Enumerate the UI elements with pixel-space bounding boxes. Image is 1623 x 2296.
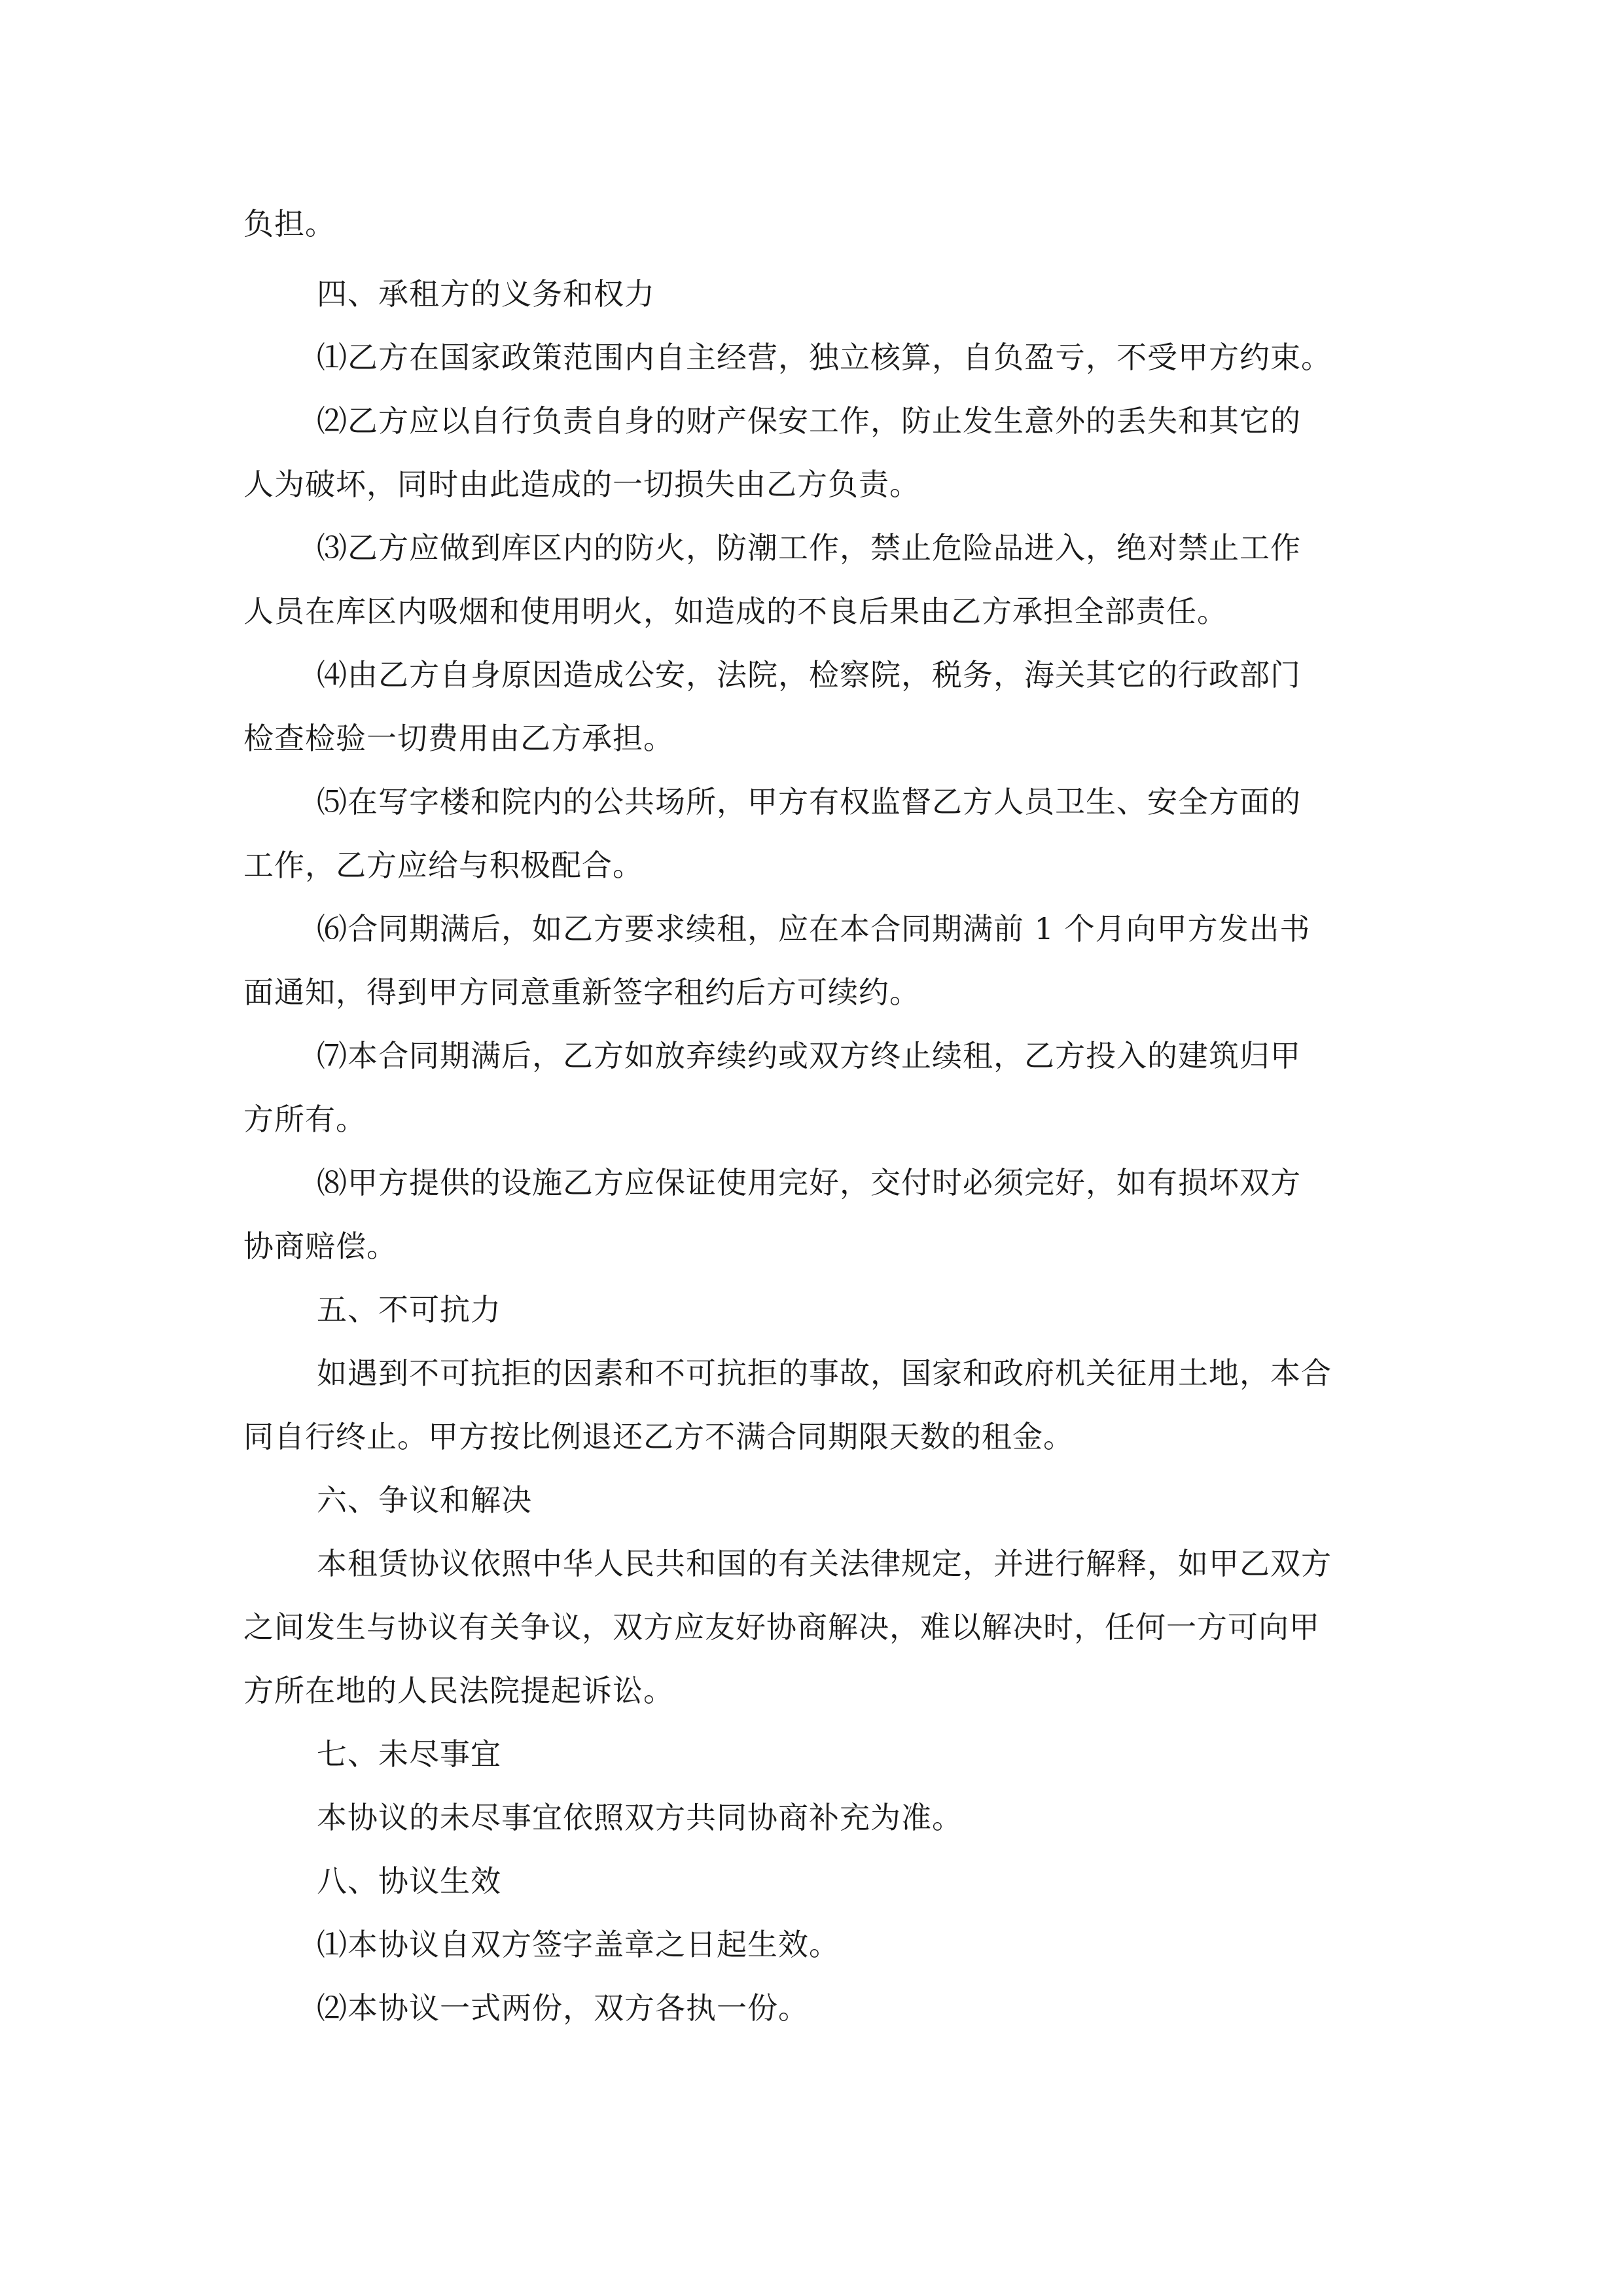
clause-4: ⑷由乙方自身原因造成公安，法院，检察院，税务，海关其它的行政部门 bbox=[317, 657, 1301, 692]
text-line: 人员在库区内吸烟和使用明火，如造成的不良后果由乙方承担全部责任。 bbox=[243, 594, 1228, 629]
clause-5: ⑸在写字楼和院内的公共场所，甲方有权监督乙方人员卫生、安全方面的 bbox=[317, 784, 1301, 819]
paragraph-force-majeure: 如遇到不可抗拒的因素和不可抗拒的事故，国家和政府机关征用土地，本合 bbox=[317, 1355, 1332, 1391]
clause-7: ⑺本合同期满后，乙方如放弃续约或双方终止续租，乙方投入的建筑归甲 bbox=[317, 1038, 1301, 1073]
text-line: 面通知，得到甲方同意重新签字租约后方可续约。 bbox=[243, 975, 920, 1010]
clause-effective-2: ⑵本协议一式两份，双方各执一份。 bbox=[317, 1990, 809, 2026]
clause-3: ⑶乙方应做到库区内的防火，防潮工作，禁止危险品进入，绝对禁止工作 bbox=[317, 530, 1301, 565]
paragraph-other-matters: 本协议的未尽事宜依照双方共同协商补充为准。 bbox=[317, 1800, 963, 1835]
text-line: 方所在地的人民法院提起诉讼。 bbox=[243, 1673, 674, 1708]
text-line: 负担。 bbox=[243, 206, 336, 242]
text-line: 方所有。 bbox=[243, 1102, 366, 1137]
paragraph-dispute: 本租赁协议依照中华人民共和国的有关法律规定，并进行解释，如甲乙双方 bbox=[317, 1546, 1332, 1581]
text-line: 之间发生与协议有关争议，双方应友好协商解决，难以解决时，任何一方可向甲 bbox=[243, 1609, 1320, 1645]
clause-1: ⑴乙方在国家政策范围内自主经营，独立核算，自负盈亏，不受甲方约束。 bbox=[317, 340, 1332, 375]
text-line: 检查检验一切费用由乙方承担。 bbox=[243, 721, 674, 756]
text-line: 同自行终止。甲方按比例退还乙方不满合同期限天数的租金。 bbox=[243, 1419, 1074, 1454]
clause-effective-1: ⑴本协议自双方签字盖章之日起生效。 bbox=[317, 1927, 840, 1962]
section-heading-7: 七、未尽事宜 bbox=[317, 1736, 501, 1772]
text-line: 人为破坏，同时由此造成的一切损失由乙方负责。 bbox=[243, 467, 920, 502]
text-line: 工作，乙方应给与积极配合。 bbox=[243, 848, 643, 883]
clause-2: ⑵乙方应以自行负责自身的财产保安工作，防止发生意外的丢失和其它的 bbox=[317, 403, 1301, 439]
section-heading-8: 八、协议生效 bbox=[317, 1863, 501, 1899]
text-line: 协商赔偿。 bbox=[243, 1229, 397, 1264]
section-heading-5: 五、不可抗力 bbox=[317, 1292, 501, 1327]
section-heading-6: 六、争议和解决 bbox=[317, 1482, 532, 1518]
clause-6: ⑹合同期满后，如乙方要求续租，应在本合同期满前 1 个月向甲方发出书 bbox=[317, 911, 1311, 946]
clause-8: ⑻甲方提供的设施乙方应保证使用完好，交付时必须完好，如有损坏双方 bbox=[317, 1165, 1301, 1200]
section-heading-4: 四、承租方的义务和权力 bbox=[317, 276, 655, 312]
